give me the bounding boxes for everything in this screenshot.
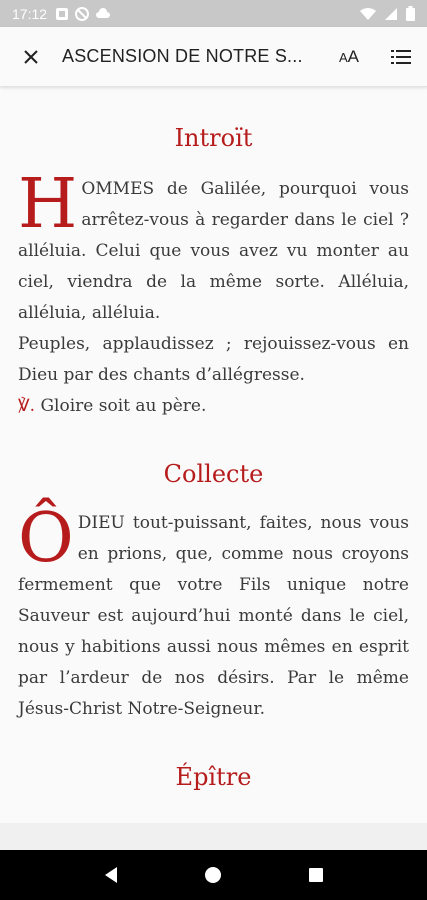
introit-versicle: ℣. Gloire soit au père. xyxy=(18,396,207,416)
table-of-contents-button[interactable] xyxy=(375,27,427,87)
battery-icon xyxy=(406,6,415,21)
collecte-paragraph: ÔDIEU tout-puissant, faites, nous vous en prions, que, comme nous croyons fermement que votre Fils unique notre Sauveur est aujourd’hui monté dans le ciel, nous y habitions aussi nous mêmes en esprit par l’ardeur de nos désirs. Par le même Jésus-Christ Notre-Seigneur. xyxy=(18,499,409,719)
introit-verse: Peuples, applaudissez ; rejouissez-vous en Dieu par des chants d’allégresse. xyxy=(18,334,409,385)
text-size-icon: AA xyxy=(338,46,359,66)
list-icon xyxy=(391,49,411,65)
close-icon xyxy=(23,49,39,65)
introit-paragraph: HOMMES de Galilée, pourquoi vous arrêtez-vous à regarder dans le ciel ? alléluia. Celui que vous avez vu monter au ciel, viendra de la même sorte. Alléluia, alléluia, alléluia. xyxy=(18,165,409,323)
drop-cap: H xyxy=(18,165,78,244)
cloud-icon xyxy=(95,7,111,21)
versicle-mark: ℣. xyxy=(18,396,36,416)
notification-icon xyxy=(55,7,69,21)
app-bar xyxy=(0,27,427,87)
introit-text xyxy=(18,165,409,422)
bottom-panel xyxy=(0,823,427,850)
home-icon[interactable] xyxy=(204,866,222,884)
close-button[interactable] xyxy=(0,27,62,87)
drop-cap: Ô xyxy=(18,499,74,578)
collecte-text xyxy=(18,499,409,725)
reading-content[interactable] xyxy=(0,88,427,823)
section-title-collecte: Collecte xyxy=(163,460,264,488)
blocked-icon xyxy=(75,7,89,21)
status-bar xyxy=(0,0,427,27)
navigation-bar xyxy=(0,850,427,900)
signal-icon xyxy=(384,7,398,21)
section-title-epitre: Épître xyxy=(175,763,252,791)
back-icon[interactable] xyxy=(103,866,119,884)
wifi-icon xyxy=(360,7,376,21)
text-size-button[interactable] xyxy=(323,27,375,87)
section-title-introit: Introït xyxy=(174,124,253,152)
page-title: ASCENSION DE NOTRE S... xyxy=(62,46,303,66)
status-time: 17:12 xyxy=(12,5,48,22)
recents-icon[interactable] xyxy=(308,867,324,883)
